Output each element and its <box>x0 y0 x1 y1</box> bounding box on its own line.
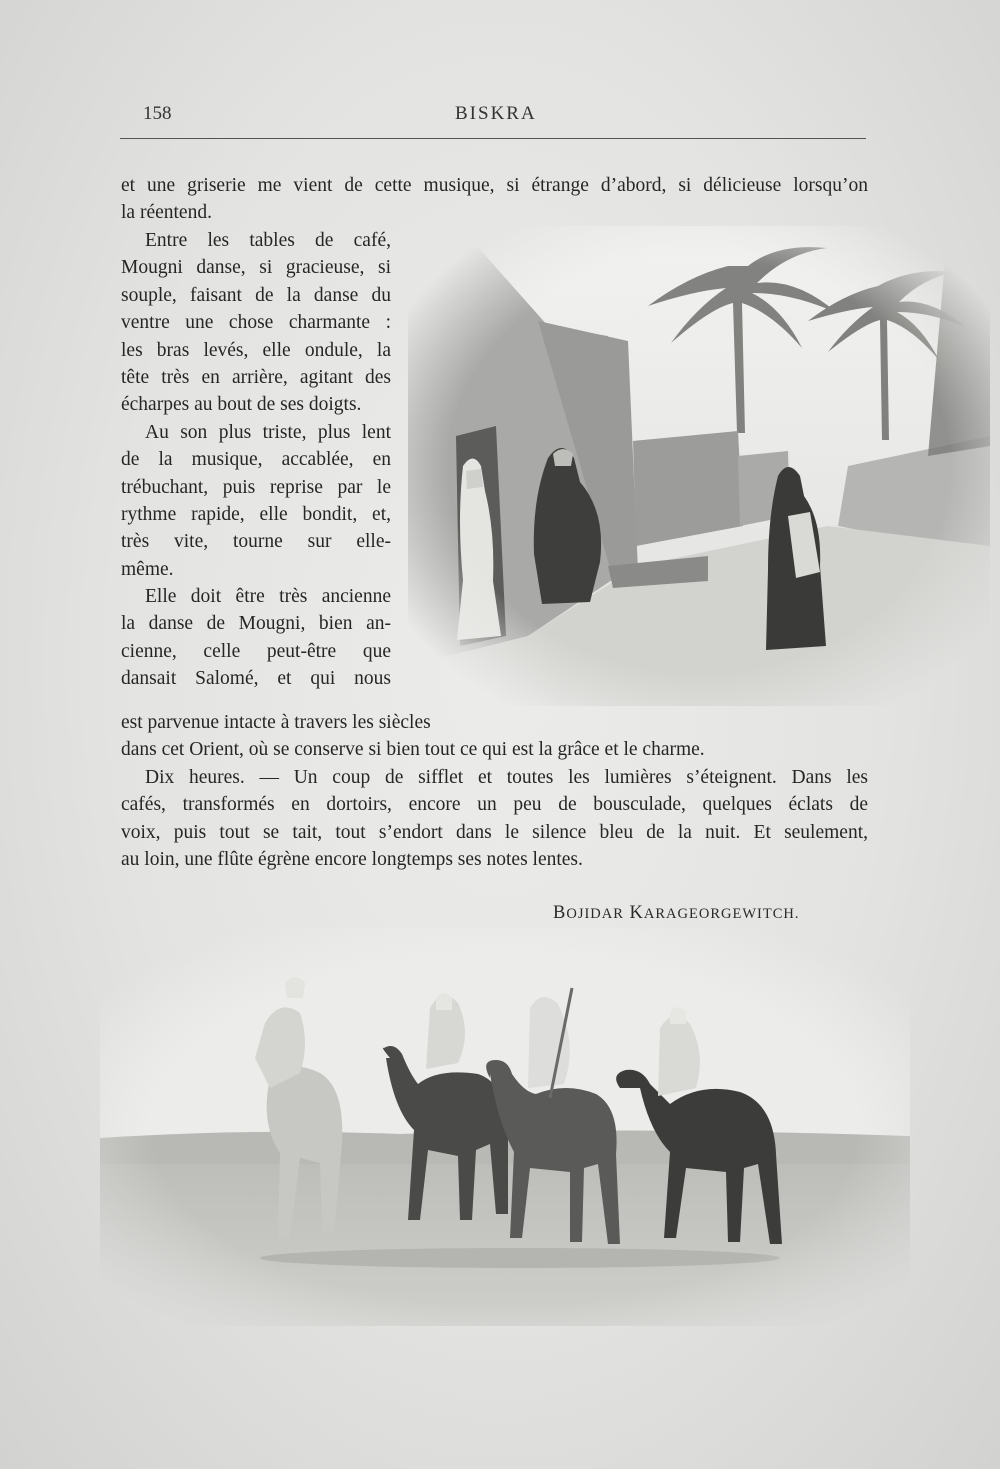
text-line: de la musique, accablée, en <box>121 449 391 471</box>
text-line: est parvenue intacte à travers les siècles <box>121 712 431 733</box>
text-line: au loin, une flûte égrène encore longtemps ses notes lentes. <box>121 848 583 870</box>
text-line: ventre une chose charmante : <box>121 312 391 334</box>
text-line: rythme rapide, elle bondit, et, <box>121 503 391 525</box>
text-line: voix, puis tout se tait, tout s’endort dans le silence bleu de la nuit. Et seulement, <box>121 821 868 843</box>
text-line: souple, faisant de la danse du <box>121 284 391 306</box>
text-line: cienne, celle peut-être que <box>121 640 391 662</box>
photo-camel-riders <box>100 928 910 1326</box>
text-line: écharpes au bout de ses doigts. <box>121 394 362 416</box>
running-title: BISKRA <box>455 103 537 124</box>
header-rule <box>120 138 866 139</box>
paragraph-bottom <box>121 709 868 873</box>
paragraph-top <box>121 172 868 227</box>
text-line: même. <box>121 558 174 580</box>
text-line: Dix heures. — Un coup de sifflet et toutes les lumières s’éteignent. Dans les <box>145 766 868 788</box>
text-line: trébuchant, puis reprise par le <box>121 476 391 498</box>
author-signature <box>553 903 799 924</box>
text-line: Mougni danse, si gracieuse, si <box>121 257 391 279</box>
text-line: la réentend. <box>121 202 212 224</box>
text-line: les bras levés, elle ondule, la <box>121 339 391 361</box>
text-line: la danse de Mougni, bien an- <box>121 613 391 635</box>
text-line: et une griserie me vient de cette musique, si étrange d’abord, si délicieuse lorsqu’on <box>121 175 868 196</box>
signature-initial: K <box>629 903 644 923</box>
text-line: Elle doit être très ancienne <box>145 586 391 608</box>
photo-street-scene <box>408 226 990 706</box>
page-number: 158 <box>143 103 172 124</box>
text-line: dansait Salomé, et qui nous <box>121 668 391 690</box>
text-line: très vite, tourne sur elle- <box>121 531 391 553</box>
text-line: cafés, transformés en dortoirs, encore un peu de bousculade, quelques éclats de <box>121 794 868 816</box>
text-line: Au son plus triste, plus lent <box>145 421 391 443</box>
signature-part: ARAGEORGEWITCH. <box>643 906 800 922</box>
signature-initial: B <box>553 903 567 923</box>
text-column <box>121 227 391 693</box>
text-line: tête très en arrière, agitant des <box>121 366 391 388</box>
text-line: Entre les tables de café, <box>145 230 391 251</box>
signature-part: OJIDAR <box>566 906 624 922</box>
text-line: dans cet Orient, où se conserve si bien tout ce qui est la grâce et le charme. <box>121 739 705 761</box>
